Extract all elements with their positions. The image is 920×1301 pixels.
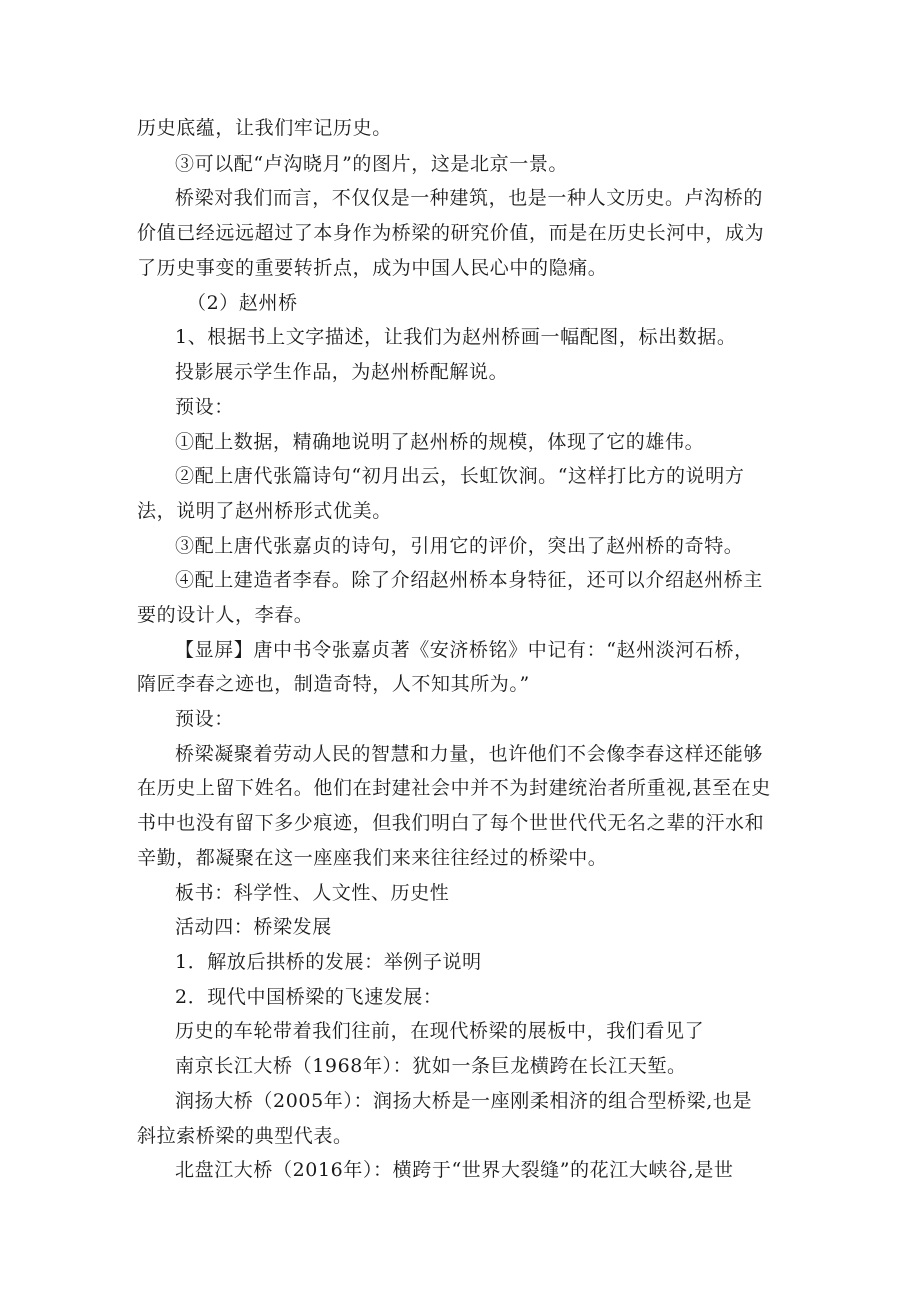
text-line: 在历史上留下姓名。他们在封建社会中并不为封建统治者所重视,甚至在史 bbox=[137, 777, 771, 799]
text-line: 润扬大桥（2005年）：润扬大桥是一座刚柔相济的组合型桥梁,也是 bbox=[175, 1090, 753, 1112]
text-line: 2．现代中国桥梁的飞速发展： bbox=[175, 986, 443, 1008]
text-line: 南京长江大桥（1968年）：犹如一条巨龙横跨在长江天堑。 bbox=[175, 1055, 687, 1077]
text-line: 活动四：桥梁发展 bbox=[175, 916, 332, 938]
text-line: 桥梁凝聚着劳动人民的智慧和力量，也许他们不会像李春这样还能够 bbox=[175, 743, 764, 765]
text-line: 桥梁对我们而言，不仅仅是一种建筑，也是一种人文历史。卢沟桥的 bbox=[175, 187, 764, 209]
text-line: 辛勤，都凝聚在这一座座我们来来往往经过的桥梁中。 bbox=[137, 847, 608, 869]
text-line: 价值已经远远超过了本身作为桥梁的研究价值，而是在历史长河中，成为 bbox=[137, 222, 765, 244]
text-line: ②配上唐代张篇诗句“初月出云，长虹饮涧。“这样打比方的说明方 bbox=[175, 465, 745, 487]
text-line: 板书：科学性、人文性、历史性 bbox=[175, 882, 450, 904]
text-line: 【显屏】唐中书令张嘉贞著《安济桥铭》中记有：“赵州淡河石桥， bbox=[175, 639, 754, 661]
text-line: 历史底蕴，让我们牢记历史。 bbox=[137, 117, 392, 139]
text-line: 斜拉索桥梁的典型代表。 bbox=[137, 1125, 353, 1147]
text-line: 要的设计人，李春。 bbox=[137, 604, 314, 626]
text-line: 投影展示学生作品，为赵州桥配解说。 bbox=[175, 361, 509, 383]
text-line: ④配上建造者李春。除了介绍赵州桥本身特征，还可以介绍赵州桥主 bbox=[175, 569, 764, 591]
text-line: 历史的车轮带着我们往前，在现代桥梁的展板中，我们看见了 bbox=[175, 1020, 705, 1042]
text-line: 1．解放后拱桥的发展：举例子说明 bbox=[175, 951, 482, 973]
text-line: 书中也没有留下多少痕迹，但我们明白了每个世世代代无名之辈的汗水和 bbox=[137, 812, 765, 834]
text-line: 法，说明了赵州桥形式优美。 bbox=[137, 500, 392, 522]
text-line: 了历史事变的重要转折点，成为中国人民心中的隐痛。 bbox=[137, 257, 608, 279]
text-line: 隋匠李春之迹也，制造奇特，人不知其所为。” bbox=[137, 673, 530, 695]
text-line: 预设： bbox=[175, 708, 234, 730]
text-line: ③可以配“卢沟晓月”的图片，这是北京一景。 bbox=[175, 153, 569, 175]
text-line: 预设： bbox=[175, 396, 234, 418]
text-line: ①配上数据，精确地说明了赵州桥的规模，体现了它的雄伟。 bbox=[175, 431, 705, 453]
text-line: 1、根据书上文字描述，让我们为赵州桥画一幅配图，标出数据。 bbox=[175, 326, 737, 348]
text-line: 北盘江大桥（2016年）：横跨于“世界大裂缝”的花江大峡谷,是世 bbox=[175, 1159, 734, 1181]
section-heading: （2）赵州桥 bbox=[187, 292, 298, 314]
text-line: ③配上唐代张嘉贞的诗句，引用它的评价，突出了赵州桥的奇特。 bbox=[175, 535, 744, 557]
